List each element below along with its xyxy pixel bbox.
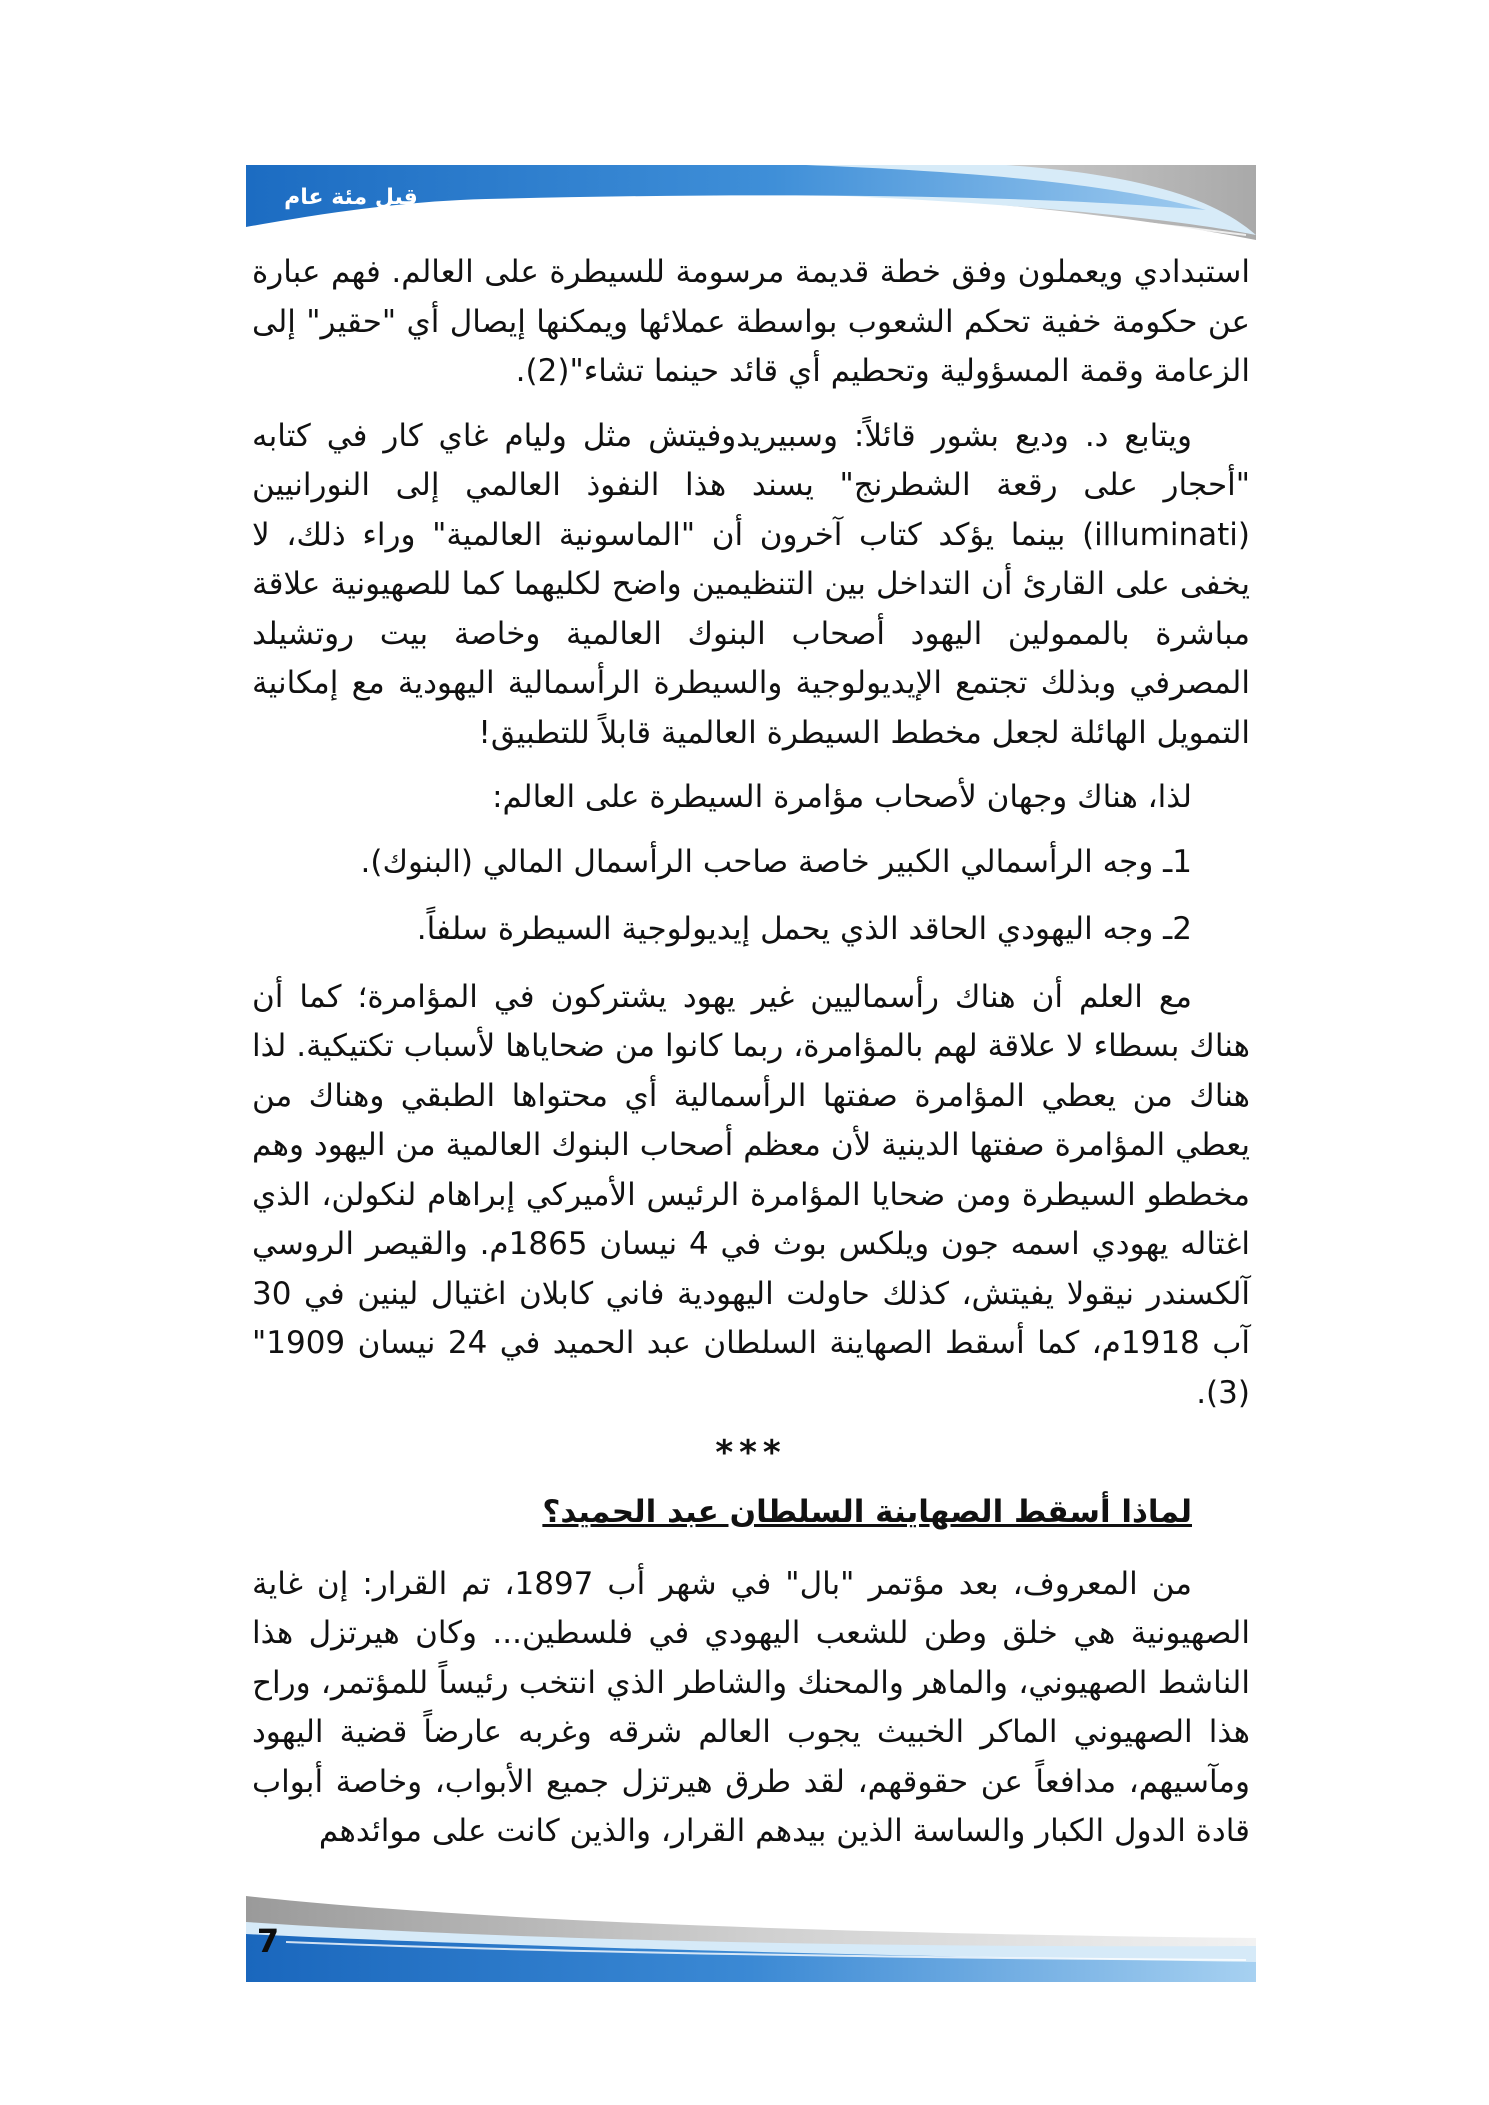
list-item-capitalist-face: 1ـ وجه الرأسمالي الكبير خاصة صاحب الرأسمال المالي (البنوك). [360,843,1192,880]
list-item-ideological-face: 2ـ وجه اليهودي الحاقد الذي يحمل إيديولوجية السيطرة سلفاً. [416,911,1192,947]
section-heading: لماذا أسقط الصهاينة السلطان عبد الحميد؟ [542,1494,1192,1530]
article-body [252,248,1250,1872]
paragraph-basel-congress: من المعروف، بعد مؤتمر "بال" في شهر أب 1897، تم القرار: إن غاية الصهيونية هي خلق وطن للشعب اليهودي في فلسطين... وكان هيرتزل هذا الناشط الصهيوني، والماهر والمحنك والشاطر الذي انتخب رئيساً للمؤتمر، وراح هذا الصهيوني الماكر الخبيث يجوب العالم شرقه وغربه عارضاً قضية اليهود ومآسيهم، مدافعاً عن حقوقهم، لقد طرق هيرتزل جميع الأبواب، وخاصة أبواب قادة الدول الكبار والساسة الذين بيدهم القرار، والذين كانت على موائدهم [252,1565,1250,1849]
footer-swoosh-graphic [246,1882,1256,1982]
paragraph-two-faces-intro: لذا، هناك وجهان لأصحاب مؤامرة السيطرة على العالم: [492,779,1192,815]
section-separator: *** [715,1433,787,1473]
header-title: قبل مئة عام وعام [284,185,418,235]
paragraph-bashour-quote: ويتابع د. وديع بشور قائلاً: وسبيريدوفيتش مثل وليام غاي كار في كتابه "أحجار على رقعة الشطرنج" يسند هذا النفوذ العالمي إلى النورانيين (illuminati) بينما يؤكد كتاب آخرون أن "الماسونية العالمية" وراء ذلك، لا يخفى على القارئ أن التداخل بين التنظيمين واضح لكليهما كما للصهيونية علاقة مباشرة بالممولين اليهود أصحاب البنوك العالمية وخاصة بيت روتشيلد المصرفي وبذلك تجتمع الإيديولوجية والسيطرة الرأسمالية اليهودية مع إمكانية التمويل الهائلة لجعل مخطط السيطرة العالمية قابلاً للتطبيق! [252,417,1250,751]
paragraph-conspiracy-victims: مع العلم أن هناك رأسماليين غير يهود يشتركون في المؤامرة؛ كما أن هناك بسطاء لا علاقة لهم بالمؤامرة، ربما كانوا من ضحاياها لأسباب تكتيكية. لذا هناك من يعطي المؤامرة صفتها الرأسمالية أي محتواها الطبقي وهناك من يعطي المؤامرة صفتها الدينية لأن معظم أصحاب البنوك العالمية من اليهود وهم مخططو السيطرة ومن ضحايا المؤامرة الرئيس الأميركي إبراهام لنكولن، الذي اغتاله يهودي اسمه جون ويلكس بوث في 4 نيسان 1865م. والقيصر الروسي آلكسندر نيقولا يفيتش، كذلك حاولت اليهودية فاني كابلان اغتيال لينين في 30 آب 1918م، كما أسقط الصهاينة السلطان عبد الحميد في 24 نيسان 1909"(3). [252,978,1250,1411]
footer-banner [246,1882,1256,1982]
paragraph-continuation: استبدادي ويعملون وفق خطة قديمة مرسومة للسيطرة على العالم. فهم عبارة عن حكومة خفية تحكم الشعوب بواسطة عملائها ويمكنها إيصال أي "حقير" إلى الزعامة وقمة المسؤولية وتحطيم أي قائد حينما تشاء"(2). [252,254,1250,389]
page-number: 7 [256,1922,280,1960]
header-banner [246,165,1256,255]
